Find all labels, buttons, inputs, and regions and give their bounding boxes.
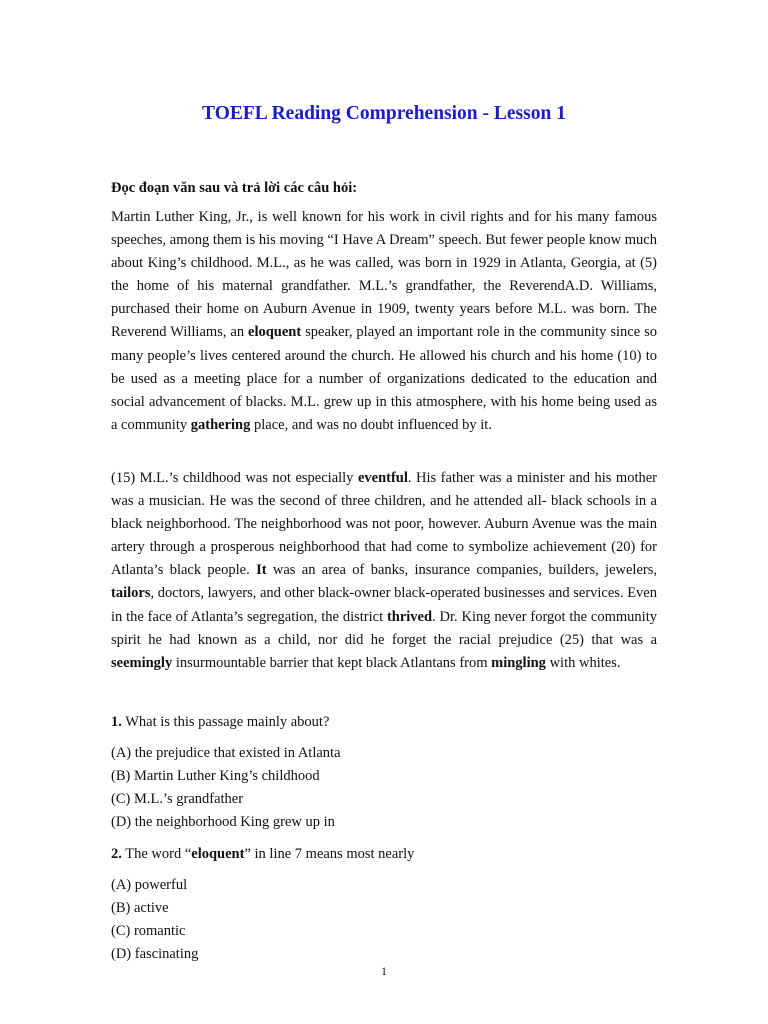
- vocab-word-eloquent: eloquent: [248, 324, 302, 341]
- question-1-option-b: (B) Martin Luther King’s childhood: [111, 768, 320, 784]
- question-text: ” in line 7 means most nearly: [244, 846, 415, 862]
- vocab-word-eventful: eventful: [357, 470, 408, 486]
- passage-paragraph-1: [111, 206, 657, 437]
- question-1-option-c: (C) M.L.’s grandfather: [111, 791, 244, 807]
- vocab-word-tailors: tailors: [111, 585, 151, 602]
- instruction-text: Đọc đoạn văn sau và trả lời các câu hỏi:: [111, 180, 358, 196]
- vocab-word-seemingly: seemingly: [111, 654, 173, 671]
- question-1-option-a: (A) the prejudice that existed in Atlanta: [111, 745, 341, 761]
- page-number: 1: [381, 964, 387, 978]
- passage-text: was an area of banks, insurance companies, builders, jewelers,: [266, 562, 657, 579]
- vocab-word-thrived: thrived: [386, 608, 433, 625]
- question-number: 2.: [111, 846, 122, 862]
- question-2-option-d: (D) fascinating: [111, 946, 199, 962]
- passage-text: with whites.: [545, 654, 621, 671]
- question-2-option-a: (A) powerful: [111, 877, 188, 893]
- vocab-word-mingling: mingling: [491, 654, 546, 671]
- passage-paragraph-2: [111, 467, 657, 675]
- question-1: [111, 712, 329, 732]
- vocab-word-eloquent: eloquent: [191, 846, 245, 862]
- question-2-option-c: (C) romantic: [111, 923, 186, 939]
- vocab-word-gathering: gathering: [190, 416, 251, 433]
- question-2: [111, 844, 414, 864]
- passage-text: . Dr. King never forgot the community spirit he had known as a child, nor did he forget the racial prejudice (25) that was a: [111, 608, 657, 648]
- page-title: TOEFL Reading Comprehension - Lesson 1: [202, 103, 566, 124]
- question-text: The word “: [121, 846, 192, 862]
- passage-text: Martin Luther King, Jr., is well known for his work in civil rights and for his many famous speeches, among them is his moving “I Have A Dream” speech. But fewer people know much about King’s childhood. M.L., as he was called, was born in 1929 in Atlanta, Georgia, at (5) the home of his maternal grandfather. M.L.’s grandfather, the ReverendA.D. Williams, purchased their home on Auburn Avenue in 1909, twenty years before M.L. was born. The Reverend Williams, an: [111, 209, 657, 341]
- passage-text: (15) M.L.’s childhood was not especially: [111, 470, 358, 486]
- passage-text: , doctors, lawyers, and other black-owner black-operated businesses and services. Even in the face of Atlanta’s segregation, the district: [111, 585, 657, 625]
- passage-text: place, and was no doubt influenced by it.: [250, 416, 492, 433]
- passage-text: insurmountable barrier that kept black Atlantans from: [172, 654, 492, 671]
- question-text: What is this passage mainly about?: [121, 714, 330, 730]
- question-number: 1.: [111, 714, 122, 730]
- question-1-option-d: (D) the neighborhood King grew up in: [111, 814, 335, 830]
- passage-text: speaker, played an important role in the community since so many people’s lives centered around the church. He allowed his church and his home (10) to be used as a meeting place for a number of organizations dedicated to the education and social advancement of blacks. M.L. grew up in this atmosphere, with his home being used as a community: [111, 324, 657, 433]
- vocab-word-it: It: [256, 562, 267, 579]
- question-2-option-b: (B) active: [111, 900, 169, 916]
- passage-text: . His father was a minister and his mother was a musician. He was the second of three children, and he attended all- black schools in a black neighborhood. The neighborhood was not poor, however. Auburn Avenue was the main artery through a prosperous neighborhood that had come to symbolize achievement (20) for Atlanta’s black people.: [111, 470, 658, 579]
